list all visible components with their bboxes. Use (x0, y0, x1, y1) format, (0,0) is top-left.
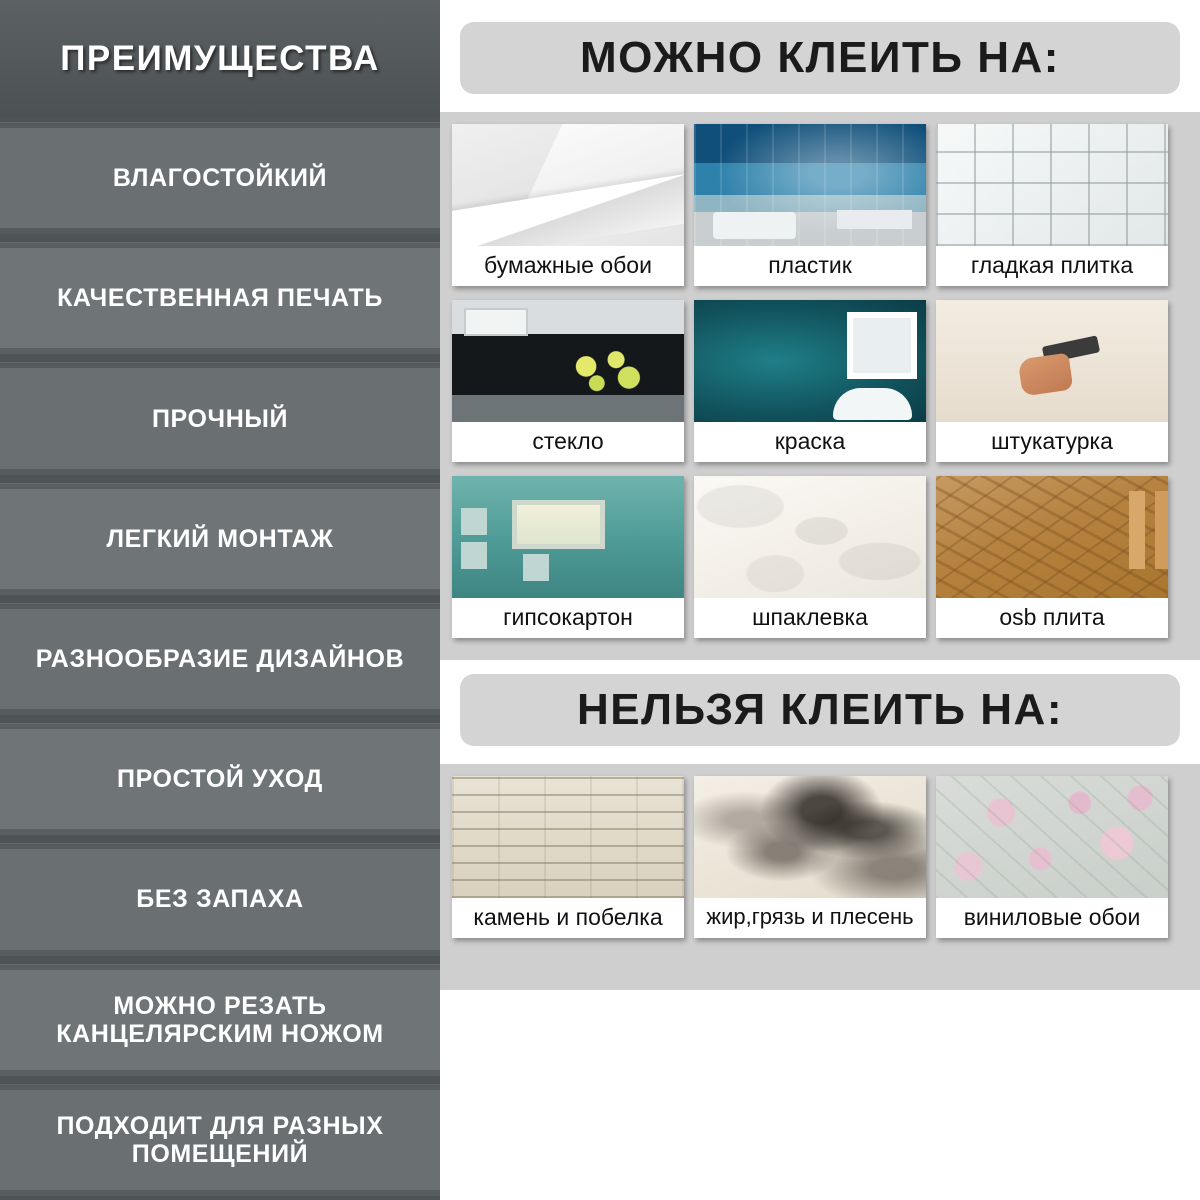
surface-card-label: камень и побелка (452, 898, 684, 938)
list-item: ВЛАГОСТОЙКИЙ (0, 118, 440, 238)
surface-card-putty (694, 476, 926, 638)
advantages-title: ПРЕИМУЩЕСТВА (0, 0, 440, 118)
surface-card-vinyl-wallpaper (936, 776, 1168, 938)
drywall-room-photo (452, 476, 684, 598)
surface-card-smooth-tile (936, 124, 1168, 286)
allowed-row-2 (440, 300, 1200, 476)
allowed-grid (440, 112, 1200, 660)
surface-card-stone-whitewash (452, 776, 684, 938)
plastic-panel-bathroom-photo (694, 124, 926, 246)
advantages-sidebar (0, 0, 440, 1200)
stone-whitewash-photo (452, 776, 684, 898)
grid-bottom-padding (440, 960, 1200, 990)
osb-board-photo (936, 476, 1168, 598)
list-item: БЕЗ ЗАПАХА (0, 839, 440, 959)
advantages-list (0, 118, 440, 1200)
list-item: ПРОЧНЫЙ (0, 358, 440, 478)
surface-card-drywall (452, 476, 684, 638)
glass-kitchen-backsplash-photo (452, 300, 684, 422)
surface-card-label: жир,грязь и плесень (694, 898, 926, 938)
smooth-tile-photo (936, 124, 1168, 246)
surface-card-plastic (694, 124, 926, 286)
surface-card-grease-dirt-mold (694, 776, 926, 938)
allowed-banner: МОЖНО КЛЕИТЬ НА: (460, 22, 1180, 94)
putty-wall-photo (694, 476, 926, 598)
surface-card-label: пластик (694, 246, 926, 286)
surface-card-osb (936, 476, 1168, 638)
surface-card-label: стекло (452, 422, 684, 462)
list-item: МОЖНО РЕЗАТЬ КАНЦЕЛЯРСКИМ НОЖОМ (0, 960, 440, 1080)
surface-card-label: краска (694, 422, 926, 462)
allowed-row-3 (440, 476, 1200, 652)
allowed-row-1 (440, 124, 1200, 300)
list-item: ПОДХОДИТ ДЛЯ РАЗНЫХ ПОМЕЩЕНИЙ (0, 1080, 440, 1200)
list-item: ЛЕГКИЙ МОНТАЖ (0, 479, 440, 599)
painted-wall-photo (694, 300, 926, 422)
vinyl-wallpaper-photo (936, 776, 1168, 898)
forbidden-banner: НЕЛЬЗЯ КЛЕИТЬ НА: (460, 674, 1180, 746)
surface-card-label: osb плита (936, 598, 1168, 638)
list-item: КАЧЕСТВЕННАЯ ПЕЧАТЬ (0, 238, 440, 358)
plaster-trowel-photo (936, 300, 1168, 422)
surface-card-label: штукатурка (936, 422, 1168, 462)
list-item: РАЗНООБРАЗИЕ ДИЗАЙНОВ (0, 599, 440, 719)
surface-card-label: виниловые обои (936, 898, 1168, 938)
surface-card-label: гладкая плитка (936, 246, 1168, 286)
list-item: ПРОСТОЙ УХОД (0, 719, 440, 839)
surfaces-panel (440, 0, 1200, 1200)
grease-dirt-mold-photo (694, 776, 926, 898)
surface-card-plaster (936, 300, 1168, 462)
paper-wallpaper-photo (452, 124, 684, 246)
surface-card-paper-wallpaper (452, 124, 684, 286)
surface-card-label: бумажные обои (452, 246, 684, 286)
surface-card-glass (452, 300, 684, 462)
forbidden-grid (440, 764, 1200, 960)
surface-card-paint (694, 300, 926, 462)
surface-card-label: шпаклевка (694, 598, 926, 638)
forbidden-row-1 (440, 776, 1200, 952)
surface-card-label: гипсокартон (452, 598, 684, 638)
